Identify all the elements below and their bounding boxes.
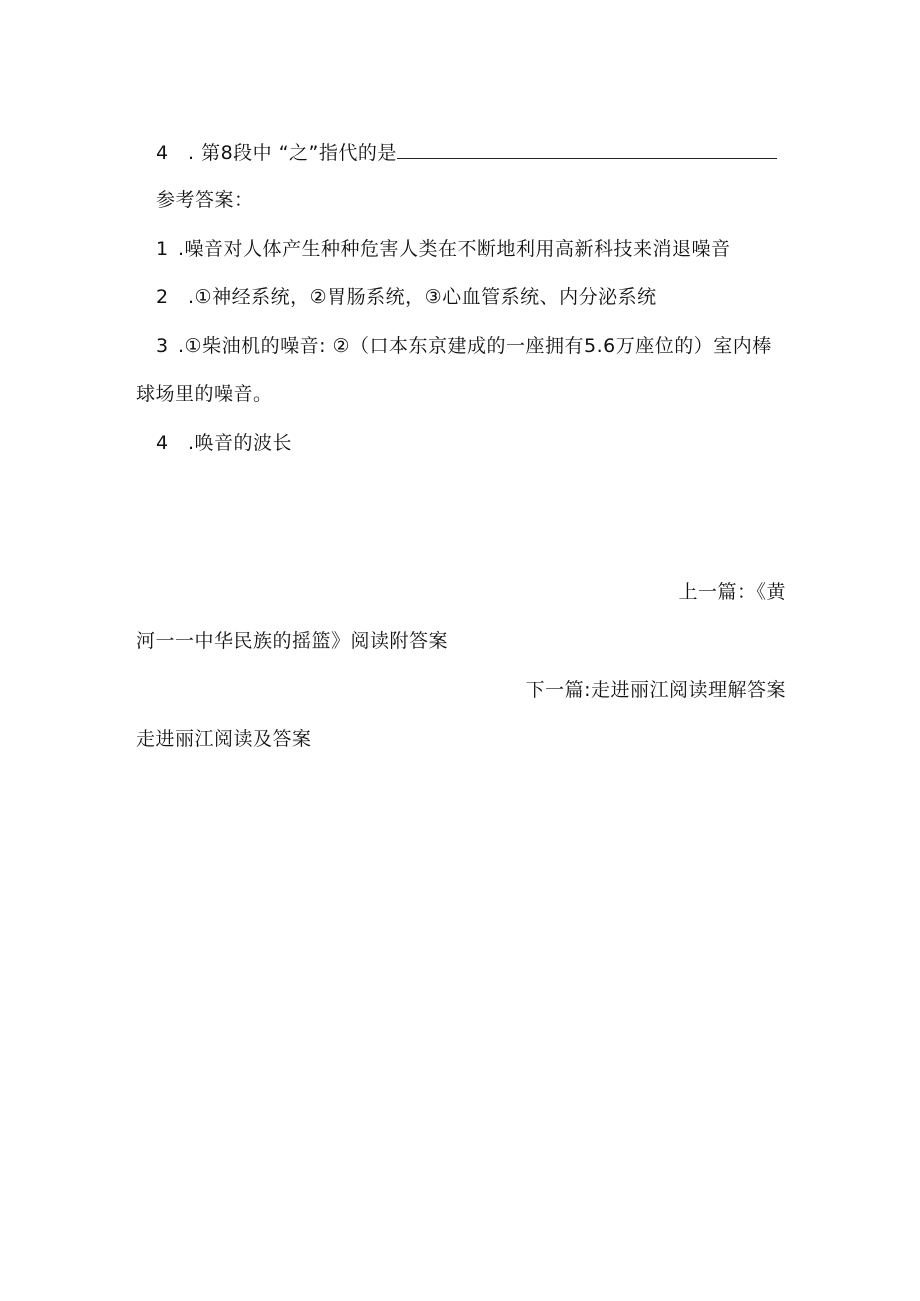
answer-text: .①神经系统，②胃肠系统，③心血管系统、内分泌系统 — [188, 286, 657, 308]
answer-number: 2 — [156, 286, 169, 308]
answer-text: .①柴油机的噪音: ②（口本东京建成的一座拥有5.6万座位的）室内棒 — [178, 335, 772, 357]
answer-number: 1 — [156, 238, 169, 260]
prev-article-link[interactable]: 上一篇：《黄 — [678, 581, 786, 603]
answer-number: 3 — [156, 335, 169, 357]
answer-item-3 — [156, 334, 772, 358]
answers-heading: 参考答案： — [156, 189, 254, 211]
next-article-continuation[interactable]: 走进丽江阅读及答案 — [136, 728, 312, 750]
answer-text: .唤音的波长 — [188, 432, 293, 454]
question-text: . 第8段中 “之”指代的是 — [188, 142, 397, 164]
answer-blank — [397, 140, 777, 159]
question-line — [156, 140, 777, 165]
answer-number: 4 — [156, 432, 169, 454]
prev-article-continuation[interactable]: 河一一中华民族的摇篮》阅读附答案 — [136, 630, 449, 652]
answer-item-3-continuation: 球场里的噪音。 — [136, 383, 273, 405]
next-article-link[interactable]: 下一篇:走进丽江阅读理解答案 — [525, 679, 786, 701]
question-number: 4 — [156, 142, 169, 164]
answer-item-4 — [156, 431, 292, 455]
answer-item-1 — [156, 237, 731, 261]
answer-text: .噪音对人体产生种种危害人类在不断地利用高新科技来消退噪音 — [178, 238, 731, 260]
answer-item-2 — [156, 285, 657, 309]
